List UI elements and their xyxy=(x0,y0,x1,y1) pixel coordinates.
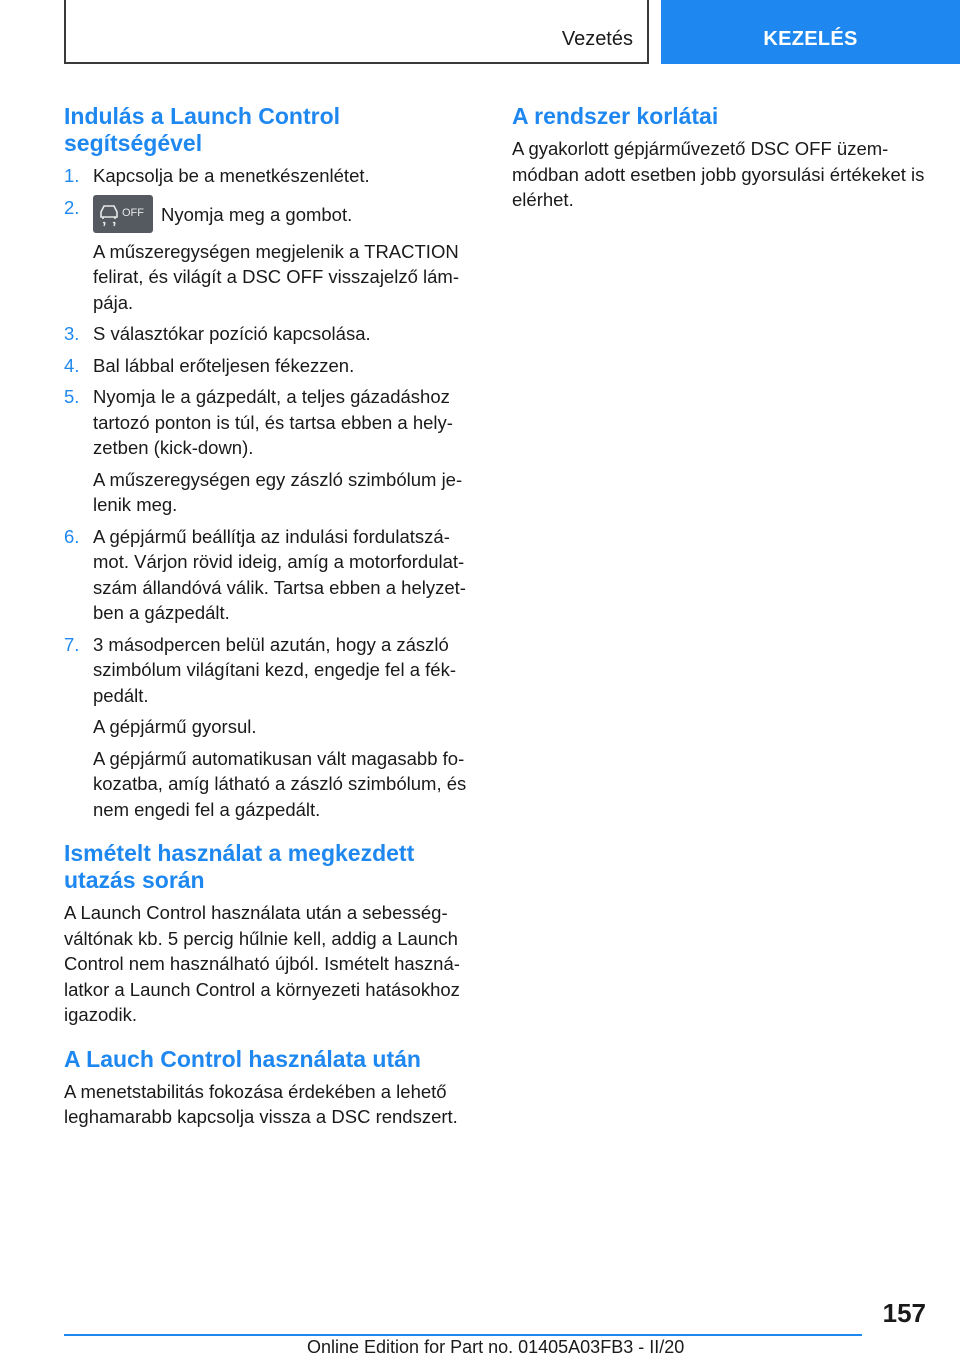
step-number: 7. xyxy=(64,633,80,655)
step-item xyxy=(64,632,479,823)
step-paragraph: S választókar pozíció kapcsolása. xyxy=(93,323,371,344)
step-item xyxy=(64,384,479,518)
step-text xyxy=(93,384,479,518)
footer-edition: Online Edition for Part no. 01405A03FB3 - II/20 xyxy=(307,1337,685,1357)
page-number: 157 xyxy=(882,1298,926,1328)
step-text xyxy=(93,632,479,823)
paragraph-repeated-use: A Launch Control használata után a sebességváltónak kb. 5 percig hűlnie kell, addig a Launch Control nem használható újból. Ismételt használatkor a Launch Control a környezeti hatásokhoz igazodik. xyxy=(64,902,460,1025)
left-column xyxy=(64,103,479,1136)
step-text xyxy=(93,195,479,316)
step-number: 4. xyxy=(64,354,80,376)
step-text xyxy=(93,353,479,379)
step-item xyxy=(64,353,479,379)
heading-limitations: A rendszer korlátai xyxy=(512,103,719,129)
step-item xyxy=(64,163,479,189)
step-number: 2. xyxy=(64,196,80,218)
step-number: 3. xyxy=(64,323,80,344)
step-paragraph: Nyomja le a gázpedált, a teljes gázadáshoz tartozó ponton is túl, és tartsa ebben a helyzetben (kick-down). xyxy=(93,386,453,458)
step-number: 1. xyxy=(64,165,80,186)
section-title: Vezetés xyxy=(561,28,633,50)
chapter-tab[interactable] xyxy=(661,0,960,64)
step-paragraph: Bal lábbal erőteljesen fékezzen. xyxy=(93,354,355,376)
step-item xyxy=(64,195,479,316)
paragraph-limitations: A gyakorlott gépjárművezető DSC OFF üzemmódban adott esetben jobb gyorsulási értékeket is elérhet. xyxy=(512,138,925,210)
step-number: 6. xyxy=(64,525,80,547)
heading-after-use: A Lauch Control használata után xyxy=(64,1045,421,1072)
paragraph-after-use: A menetstabilitás fokozása érdekében a lehető leghamarabb kapcsolja vissza a DSC rendszert. xyxy=(64,1080,458,1127)
right-column xyxy=(512,103,927,219)
step-paragraph: A műszeregységen egy zászló szimbólum jelenik meg. xyxy=(93,468,463,515)
step-text xyxy=(93,321,479,347)
step-paragraph: A gépjármű gyorsul. xyxy=(93,716,257,737)
step-paragraph: 3 másodpercen belül azután, hogy a zászló szimbólum világítani kezd, engedje fel a fékpedált. xyxy=(93,633,457,706)
heading-repeated-use: Ismételt használat a megkezdett utazás során xyxy=(64,840,415,893)
step-paragraph: Kapcsolja be a menetkészenlétet. xyxy=(93,165,370,186)
step-paragraph: A gépjármű beállítja az indulási fordulatszámot. Várjon rövid ideig, amíg a motorfordulatszám állandóvá válik. Tartsa ebben a helyzetben a gázpedált. xyxy=(93,525,466,623)
chapter-tab-label: KEZELÉS xyxy=(763,28,858,50)
dsc-icon-label: OFF xyxy=(122,206,144,219)
step-item xyxy=(64,321,479,347)
step-paragraph xyxy=(93,195,479,233)
step-text xyxy=(93,524,479,626)
heading-launch-control: Indulás a Launch Control segítségével xyxy=(64,103,341,156)
step-paragraph: A gépjármű automatikusan vált magasabb fokozatba, amíg látható a zászló szimbólum, és nem engedi fel a gázpedált. xyxy=(93,747,467,820)
step-text xyxy=(93,163,479,189)
step-item xyxy=(64,524,479,626)
step-paragraph: A műszeregységen megjelenik a TRACTION felirat, és világít a DSC OFF visszajelző lámpája. xyxy=(93,240,459,313)
header-box xyxy=(64,0,649,64)
step-paragraph-text: Nyomja meg a gombot. xyxy=(161,203,353,225)
dsc-off-button-icon xyxy=(93,195,153,233)
steps-list xyxy=(64,163,479,822)
step-number: 5. xyxy=(64,386,80,407)
footer-divider xyxy=(64,1334,862,1336)
